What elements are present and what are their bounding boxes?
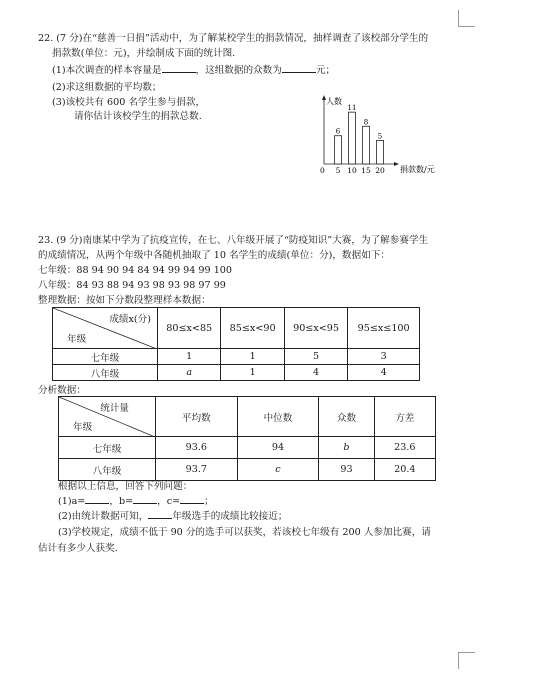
table2-header: 中位数 bbox=[237, 397, 319, 437]
statistics-table bbox=[58, 396, 436, 481]
table2-cell: 93 bbox=[319, 459, 374, 481]
s2-text-a: (2)由统计数据可知， bbox=[58, 511, 149, 522]
x-tick-label: 20 bbox=[375, 166, 385, 175]
x-axis-arrow bbox=[394, 162, 399, 166]
table1-cell: 1 bbox=[221, 365, 284, 381]
table2-header: 平均数 bbox=[156, 397, 238, 437]
table-row bbox=[59, 437, 436, 459]
q22-part1-text-c: 元； bbox=[315, 65, 336, 76]
s2-text-b: 年级选手的成绩比较接近； bbox=[172, 511, 288, 522]
bar-value-label: 6 bbox=[335, 127, 341, 136]
table2-cell: 93.7 bbox=[156, 459, 238, 481]
table2-corner-bottom: 年级 bbox=[73, 422, 93, 433]
table2-header: 众数 bbox=[319, 397, 374, 437]
bar-value-label: 5 bbox=[377, 132, 383, 141]
table-row bbox=[53, 349, 420, 365]
q22-line2: 捐款数(单位：元)，并绘制成下面的统计图. bbox=[52, 48, 236, 59]
q22-part1 bbox=[52, 62, 335, 76]
q23-line1: 23. (9 分)南康某中学为了抗疫宣传，在七、八年级开展了“防疫知识”大赛，为了解参赛学生 bbox=[38, 235, 429, 246]
table1-row-label: 八年级 bbox=[53, 365, 158, 381]
q22-part3-b: 请你估计该校学生的捐款总数. bbox=[74, 111, 202, 122]
donation-bar-chart bbox=[306, 92, 446, 178]
table1-cell: a bbox=[158, 365, 221, 381]
score-distribution-table bbox=[52, 307, 420, 381]
sub-question-2 bbox=[58, 508, 287, 522]
table1-cell: 4 bbox=[284, 365, 347, 381]
table1-header: 90≤x<95 bbox=[284, 308, 347, 349]
table2-cell: 20.4 bbox=[374, 459, 435, 481]
table2-corner-cell bbox=[59, 397, 156, 437]
corner-mark-top-right bbox=[458, 10, 475, 27]
table1-header: 85≤x<90 bbox=[221, 308, 284, 349]
table2-row-label: 七年级 bbox=[59, 437, 156, 459]
table1-header: 95≤x≤100 bbox=[348, 308, 420, 349]
blank-c bbox=[180, 494, 204, 504]
table1-cell: 4 bbox=[348, 365, 420, 381]
q23-line2: 的成绩情况，从两个年级中各随机抽取了 10 名学生的成绩(单位：分)，数据如下： bbox=[38, 250, 390, 261]
q22-part1-text-b: ，这组数据的众数为 bbox=[195, 65, 282, 76]
q22-part3-a: (3)该校共有 600 名学生参与捐款， bbox=[52, 97, 206, 108]
chart-svg bbox=[306, 92, 446, 178]
table-row bbox=[53, 365, 420, 381]
answer-intro: 根据以上信息，回答下列问题： bbox=[58, 481, 193, 492]
blank-sample-size bbox=[162, 63, 196, 73]
sub-question-1 bbox=[58, 493, 214, 507]
bar-value-label: 11 bbox=[347, 104, 357, 113]
table2-cell: c bbox=[237, 459, 319, 481]
blank-a bbox=[85, 494, 109, 504]
x-tick-label: 15 bbox=[361, 166, 371, 175]
origin-label: 0 bbox=[320, 166, 325, 175]
table2-row-label: 八年级 bbox=[59, 459, 156, 481]
table2-cell: 94 bbox=[237, 437, 319, 459]
y-axis-label: 人数 bbox=[326, 97, 342, 106]
table1-header: 80≤x<85 bbox=[158, 308, 221, 349]
table2-header: 方差 bbox=[374, 397, 435, 437]
bar-15 bbox=[363, 126, 370, 164]
bar-value-label: 8 bbox=[363, 118, 369, 127]
table1-cell: 1 bbox=[221, 349, 284, 365]
s1-text-b: ，b= bbox=[109, 496, 134, 507]
analyze-label: 分析数据： bbox=[38, 385, 86, 396]
grade7-data: 七年级：88 94 90 94 84 94 99 94 99 100 bbox=[38, 265, 233, 276]
table1-corner-cell bbox=[53, 308, 158, 349]
q22-part2: (2)求这组数据的平均数； bbox=[52, 82, 162, 93]
blank-mode bbox=[282, 63, 316, 73]
s1-text-end: ； bbox=[204, 496, 214, 507]
table1-cell: 3 bbox=[348, 349, 420, 365]
table2-cell: 23.6 bbox=[374, 437, 435, 459]
table1-corner-bottom: 年级 bbox=[67, 334, 87, 345]
organize-label: 整理数据：按如下分数段整理样本数据： bbox=[38, 295, 211, 306]
table1-row-label: 七年级 bbox=[53, 349, 158, 365]
q22-line1: 22. (7 分)在“慈善一日捐”活动中，为了解某校学生的捐款情况，抽样调查了该校部分学生的 bbox=[38, 33, 429, 44]
s1-text-c: ，c= bbox=[157, 496, 181, 507]
blank-b bbox=[133, 494, 157, 504]
blank-grade bbox=[148, 509, 172, 519]
table1-corner-top: 成绩x(分) bbox=[109, 314, 151, 325]
sub-question-3-line1: (3)学校规定，成绩不低于 90 分的选手可以获奖，若该校七年级有 200 人参加比赛，请 bbox=[58, 527, 431, 538]
bar-10 bbox=[349, 112, 356, 164]
x-axis-label: 捐款数/元 bbox=[400, 165, 435, 174]
bar-5 bbox=[335, 136, 342, 164]
table2-cell: b bbox=[319, 437, 374, 459]
sub-question-3-line2: 估计有多少人获奖. bbox=[38, 543, 118, 554]
table2-corner-top: 统计量 bbox=[100, 403, 129, 414]
bar-20 bbox=[377, 140, 384, 164]
q22-part1-text-a: (1)本次调查的样本容量是 bbox=[52, 65, 162, 76]
corner-mark-bottom-right bbox=[458, 652, 475, 669]
x-tick-label: 5 bbox=[335, 166, 341, 175]
table1-cell: 1 bbox=[158, 349, 221, 365]
table2-cell: 93.6 bbox=[156, 437, 238, 459]
x-tick-label: 10 bbox=[347, 166, 357, 175]
s1-text-a: (1)a= bbox=[58, 496, 86, 507]
table1-cell: 5 bbox=[284, 349, 347, 365]
grade8-data: 八年级：84 93 88 94 93 98 93 98 97 99 bbox=[38, 280, 226, 291]
